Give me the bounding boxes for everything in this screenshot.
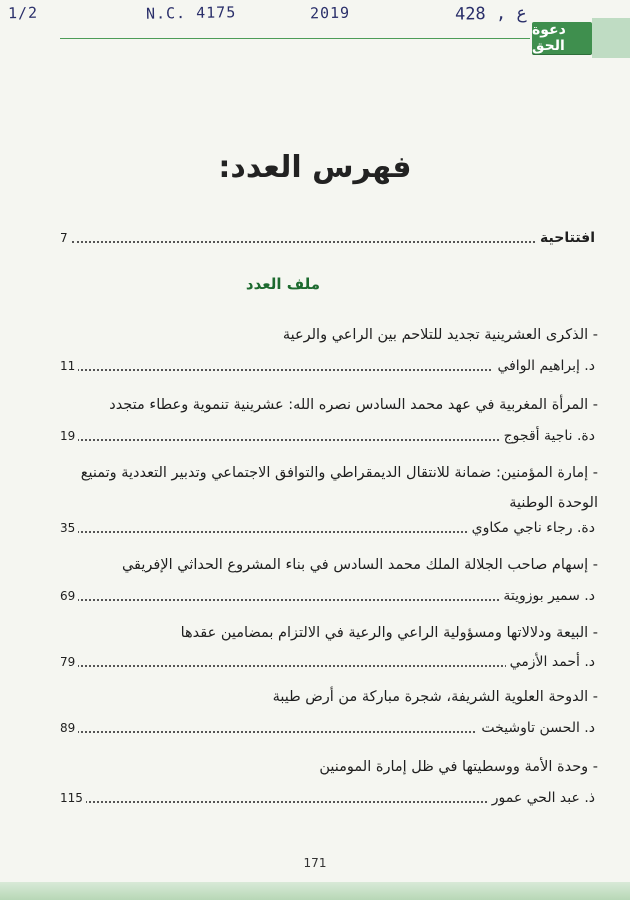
article-title: - البيعة ودلالاتها ومسؤولية الراعي والرعية في الالتزام بمضامين عقدها bbox=[180, 625, 598, 641]
handwritten-note-volume: 1/2 bbox=[7, 3, 39, 23]
logo-corner-tab bbox=[592, 18, 630, 58]
author-name: د. إبراهيم الوافي bbox=[493, 356, 595, 376]
toc-author-line bbox=[60, 786, 595, 808]
toc-page-number: 69 bbox=[60, 586, 78, 606]
article-title: - الذكرى العشرينية تجديد للتلاحم بين الراعي والرعية bbox=[282, 327, 598, 343]
footer-band bbox=[0, 882, 630, 900]
article-title: - المرأة المغربية في عهد محمد السادس نصره الله: عشرينية تنموية وعطاء متجدد bbox=[109, 397, 598, 413]
author-name: دة. رجاء ناجي مكاوي bbox=[468, 518, 595, 538]
header-rule bbox=[60, 38, 530, 39]
magazine-logo: دعوة الحق bbox=[532, 22, 592, 54]
article-title: - وحدة الأمة ووسطيتها في ظل إمارة المومنين bbox=[319, 759, 598, 775]
handwritten-note-year: 2019 bbox=[309, 3, 351, 23]
toc-entry-intro bbox=[60, 226, 595, 248]
section-title: ملف العدد bbox=[245, 275, 320, 293]
toc-author-line bbox=[60, 716, 595, 738]
article-title: - إسهام صاحب الجلالة الملك محمد السادس في بناء المشروع الحداثي الإفريقي bbox=[121, 557, 598, 573]
toc-page-number: 7 bbox=[60, 228, 71, 248]
author-name: د. أحمد الأزمي bbox=[506, 652, 595, 672]
author-name: دة. ناجية أقجوج bbox=[500, 426, 595, 446]
toc-page-number: 115 bbox=[60, 788, 86, 808]
toc-author-line bbox=[60, 584, 595, 606]
toc-page-number: 19 bbox=[60, 426, 78, 446]
toc-author-line bbox=[60, 650, 595, 672]
handwritten-note-catalog: N.C. 4175 bbox=[145, 3, 237, 23]
toc-page-number: 89 bbox=[60, 718, 78, 738]
handwritten-note-issue: 428 , ع bbox=[454, 3, 527, 25]
author-name: د. الحسن تاوشيخت bbox=[477, 718, 595, 738]
article-title: - الدوحة العلوية الشريفة، شجرة مباركة من أرض طيبة bbox=[272, 689, 598, 705]
page-number: 171 bbox=[303, 856, 327, 870]
toc-author-line bbox=[60, 354, 595, 376]
toc-entry-label: افتتاحية bbox=[536, 228, 595, 248]
page-title: فهرس العدد: bbox=[218, 150, 412, 185]
article-title: - إمارة المؤمنين: ضمانة للانتقال الديمقراطي والتوافق الاجتماعي وتدبير التعددية وتمنيع الوحدة الوطنية bbox=[80, 465, 598, 511]
toc-author-line bbox=[60, 424, 595, 446]
toc-page-number: 79 bbox=[60, 652, 78, 672]
toc-page-number: 35 bbox=[60, 518, 78, 538]
author-name: د. سمير بوزويتة bbox=[499, 586, 595, 606]
toc-page-number: 11 bbox=[60, 356, 78, 376]
dot-leader bbox=[72, 241, 595, 243]
author-name: ذ. عبد الحي عمور bbox=[488, 788, 595, 808]
toc-author-line bbox=[60, 516, 595, 538]
